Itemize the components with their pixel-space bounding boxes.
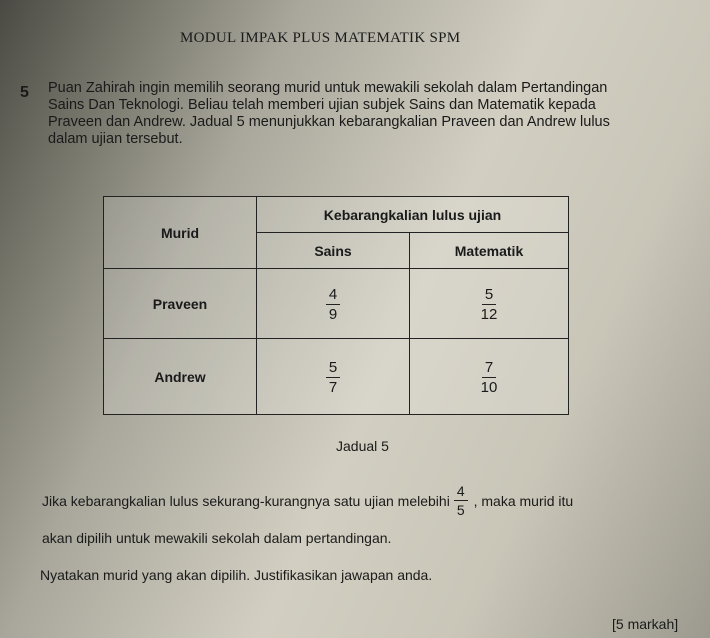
row-name-praveen: Praveen	[104, 269, 257, 339]
module-header: MODUL IMPAK PLUS MATEMATIK SPM	[180, 30, 461, 46]
header-murid: Murid	[104, 197, 257, 269]
marks-label: [5 markah]	[612, 616, 679, 632]
fraction	[326, 360, 340, 395]
fraction-numerator: 5	[326, 360, 340, 378]
fraction-denominator: 7	[328, 378, 338, 396]
fraction-denominator: 12	[480, 305, 498, 323]
intro-line: Sains Dan Teknologi. Beliau telah memberi ujian subjek Sains dan Matematik kepada	[48, 97, 596, 113]
table-caption: Jadual 5	[336, 438, 389, 454]
question-number: 5	[20, 84, 29, 101]
intro-line: dalam ujian tersebut.	[48, 131, 183, 147]
intro-line: Puan Zahirah ingin memilih seorang murid untuk mewakili sekolah dalam Pertandingan	[48, 80, 608, 96]
fraction	[478, 360, 501, 395]
task-instruction: Nyatakan murid yang akan dipilih. Justifikasikan jawapan anda.	[40, 567, 433, 583]
cell-praveen-sains	[257, 269, 410, 339]
cell-praveen-matematik	[410, 269, 569, 339]
condition-text-after: , maka murid itu	[473, 492, 574, 509]
fraction	[478, 287, 501, 322]
fraction-denominator: 5	[456, 502, 465, 518]
question-intro	[48, 80, 688, 148]
intro-line: Praveen dan Andrew. Jadual 5 menunjukkan kebarangkalian Praveen dan Andrew lulus	[48, 114, 610, 130]
header-sains: Sains	[257, 233, 410, 269]
condition-text: Jika kebarangkalian lulus sekurang-kurangnya satu ujian melebihi	[42, 492, 450, 509]
fraction-numerator: 7	[482, 360, 496, 378]
cell-andrew-matematik	[410, 339, 569, 415]
fraction-numerator: 5	[482, 287, 496, 305]
fraction-denominator: 10	[480, 378, 498, 396]
condition-paragraph	[42, 484, 692, 547]
header-matematik: Matematik	[410, 233, 569, 269]
threshold-fraction	[454, 484, 468, 517]
fraction	[326, 287, 340, 322]
header-kebarangkalian: Kebarangkalian lulus ujian	[257, 197, 569, 233]
row-name-andrew: Andrew	[104, 339, 257, 415]
fraction-denominator: 9	[328, 305, 338, 323]
probability-table	[103, 196, 569, 415]
fraction-numerator: 4	[454, 484, 468, 501]
cell-andrew-sains	[257, 339, 410, 415]
condition-line2: akan dipilih untuk mewakili sekolah dalam pertandingan.	[42, 530, 392, 546]
fraction-numerator: 4	[326, 287, 340, 305]
